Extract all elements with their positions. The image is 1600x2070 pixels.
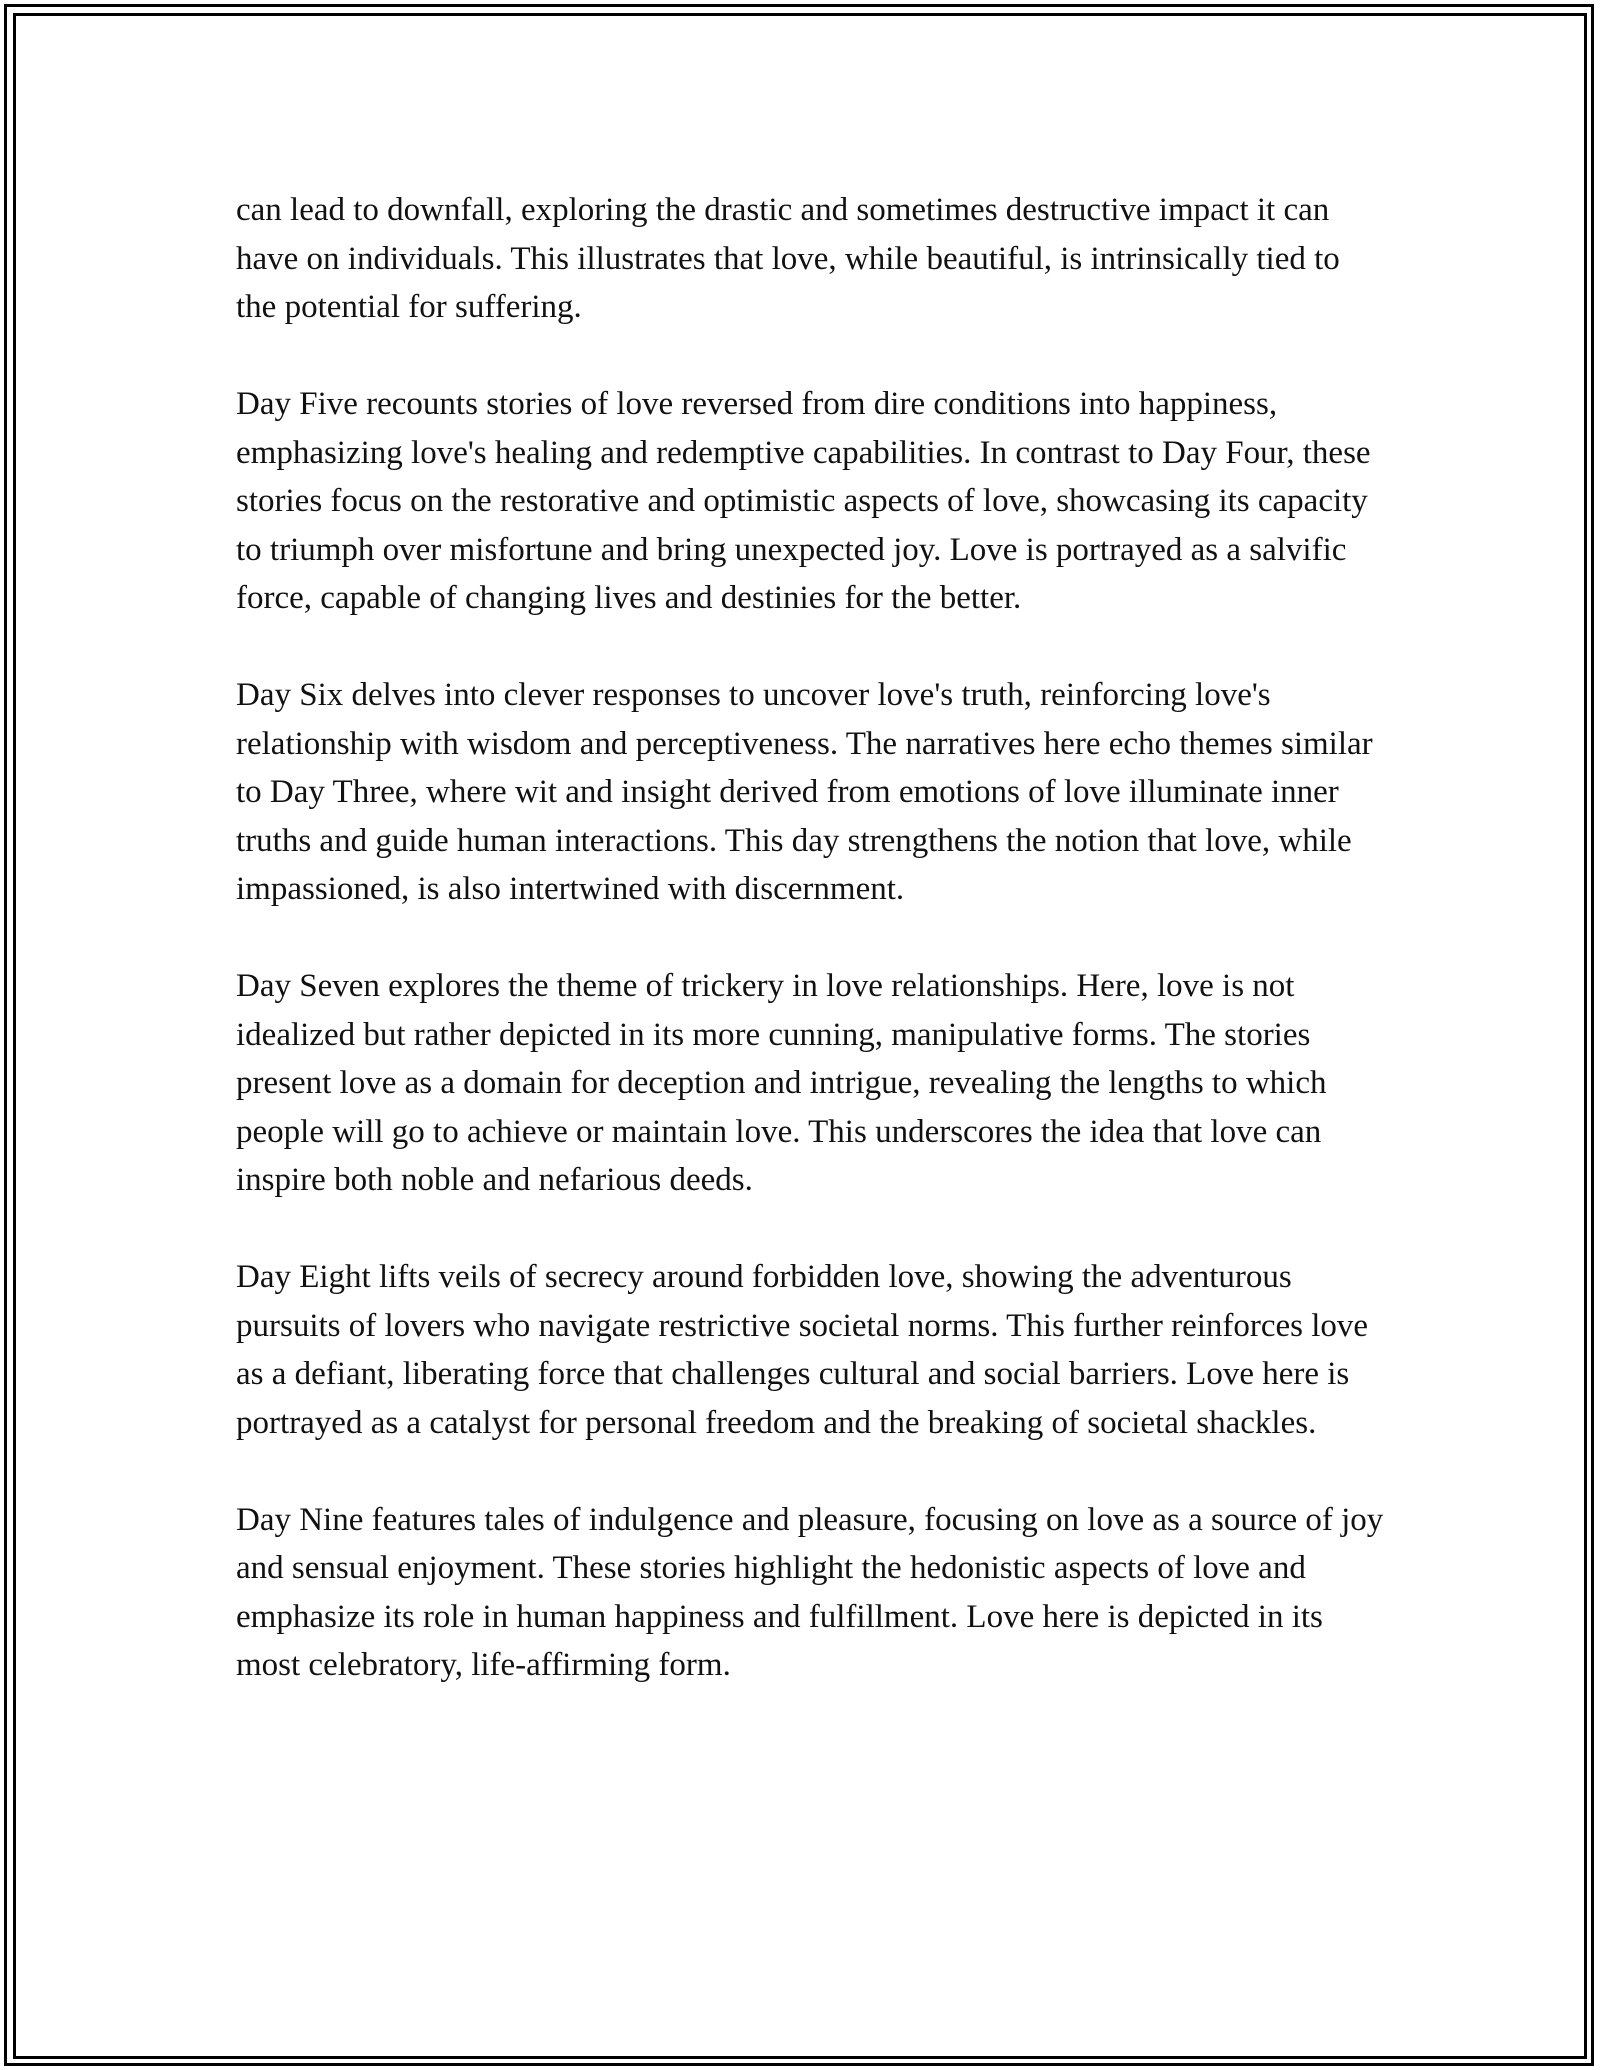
paragraph-1: can lead to downfall, exploring the drastic and sometimes destructive impact it can have on individuals. This illustrates that love, while beautiful, is intrinsically tied to the potential for suffering. [236, 192, 1340, 325]
paragraph-2: Day Five recounts stories of love reversed from dire conditions into happiness, emphasizing love's healing and redemptive capabilities. In contrast to Day Four, these stories focus on the restorative and optimistic aspects of love, showcasing its capacity to triumph over misfortune and bring unexpected joy. Love is portrayed as a salvific force, capable of changing lives and destinies for the better. [236, 386, 1371, 616]
document-body [236, 186, 1386, 1738]
paragraph-4: Day Seven explores the theme of trickery in love relationships. Here, love is not idealized but rather depicted in its more cunning, manipulative forms. The stories present love as a domain for deception and intrigue, revealing the lengths to which people will go to achieve or maintain love. This underscores the idea that love can inspire both noble and nefarious deeds. [236, 968, 1327, 1198]
paragraph-3: Day Six delves into clever responses to uncover love's truth, reinforcing love's relationship with wisdom and perceptiveness. The narratives here echo themes similar to Day Three, where wit and insight derived from emotions of love illuminate inner truths and guide human interactions. This day strengthens the notion that love, while impassioned, is also intertwined with discernment. [236, 677, 1373, 907]
paragraph-6: Day Nine features tales of indulgence and pleasure, focusing on love as a source of joy and sensual enjoyment. These stories highlight the hedonistic aspects of love and emphasize its role in human happiness and fulfillment. Love here is depicted in its most celebratory, life-affirming form. [236, 1501, 1384, 1683]
paragraph-5: Day Eight lifts veils of secrecy around forbidden love, showing the adventurous pursuits of lovers who navigate restrictive societal norms. This further reinforces love as a defiant, liberating force that challenges cultural and social barriers. Love here is portrayed as a catalyst for personal freedom and the breaking of societal shackles. [236, 1259, 1369, 1441]
